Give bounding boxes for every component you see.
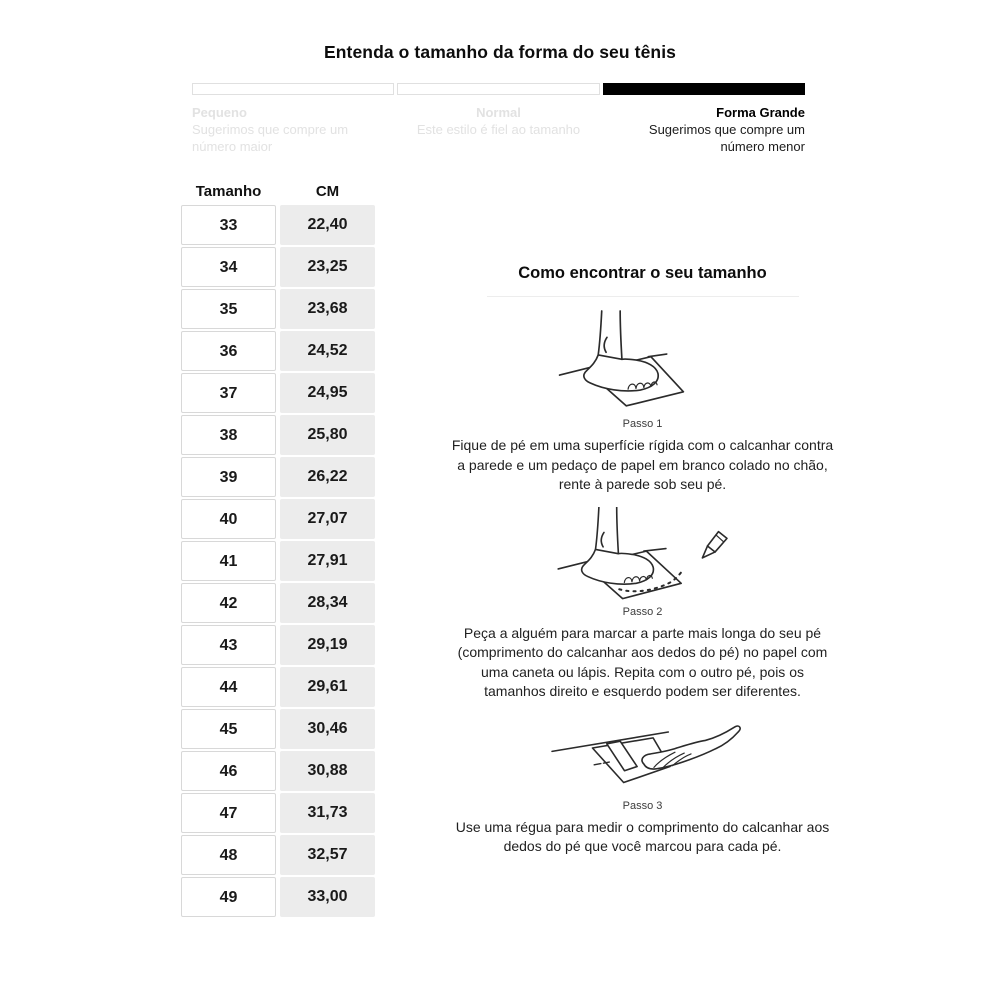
- size-cell: 42: [181, 583, 276, 623]
- table-row: [181, 793, 375, 833]
- step-2-label: Passo 2: [622, 605, 663, 618]
- table-row: [181, 205, 375, 245]
- size-cell: 44: [181, 667, 276, 707]
- cm-cell: 25,80: [280, 415, 375, 455]
- cm-cell: 29,61: [280, 667, 375, 707]
- cm-cell: 32,57: [280, 835, 375, 875]
- size-cell: 34: [181, 247, 276, 287]
- table-row: [181, 667, 375, 707]
- size-cell: 36: [181, 331, 276, 371]
- fit-label-large-description: Sugerimos que compre um número menor: [648, 122, 805, 154]
- size-cell: 37: [181, 373, 276, 413]
- cm-cell: 23,25: [280, 247, 375, 287]
- cm-cell: 22,40: [280, 205, 375, 245]
- size-column-header: Tamanho: [195, 183, 262, 200]
- fit-label-small-description: Sugerimos que compre um número maior: [192, 122, 349, 154]
- step-2-text: Peça a alguém para marcar a parte mais longa do seu pé (comprimento do calcanhar aos dedos do pé) no papel com uma caneta ou lápis. Repita com o outro pé, pois os tamanhos direito e esquerdo podem ser diferentes.: [457, 624, 828, 699]
- size-cell: 35: [181, 289, 276, 329]
- cm-cell: 27,07: [280, 499, 375, 539]
- size-cell: 33: [181, 205, 276, 245]
- cm-cell: 23,68: [280, 289, 375, 329]
- cm-cell: 24,52: [280, 331, 375, 371]
- step-3-label: Passo 3: [622, 799, 663, 812]
- step-1: [450, 309, 835, 495]
- cm-cell: 31,73: [280, 793, 375, 833]
- foot-on-paper-illustration: [542, 309, 744, 414]
- cm-cell: 30,88: [280, 751, 375, 791]
- table-row: [181, 625, 375, 665]
- size-cell: 41: [181, 541, 276, 581]
- cm-cell: 30,46: [280, 709, 375, 749]
- cm-cell: 26,22: [280, 457, 375, 497]
- divider: [487, 296, 799, 297]
- table-row: [181, 247, 375, 287]
- step-3-text: Use uma régua para medir o comprimento do calcanhar aos dedos do pé que você marcou para cada pé.: [455, 818, 830, 854]
- cm-cell: 27,91: [280, 541, 375, 581]
- step-1-label: Passo 1: [622, 418, 663, 430]
- cm-cell: 28,34: [280, 583, 375, 623]
- table-row: [181, 373, 375, 413]
- cm-column-header: CM: [315, 183, 340, 200]
- how-to-find-size-section: [450, 263, 835, 857]
- size-cell: 45: [181, 709, 276, 749]
- step-1-text: Fique de pé em uma superfície rígida com o calcanhar contra a parede e um pedaço de papel em branco colado no chão, rente à parede sob seu pé.: [451, 437, 834, 492]
- fit-label-large-title: Forma Grande: [716, 105, 805, 120]
- size-cell: 39: [181, 457, 276, 497]
- step-3: [450, 716, 835, 857]
- table-row: [181, 583, 375, 623]
- cm-cell: 29,19: [280, 625, 375, 665]
- step-2: [450, 507, 835, 702]
- fit-indicator-bar: [192, 83, 805, 95]
- size-cell: 43: [181, 625, 276, 665]
- guide-title: Como encontrar o seu tamanho: [518, 264, 767, 282]
- table-row: [181, 289, 375, 329]
- table-row: [181, 541, 375, 581]
- foot-marking-pencil-illustration: [541, 507, 745, 602]
- table-row: [181, 835, 375, 875]
- fit-label-small: [192, 104, 394, 155]
- size-cell: 49: [181, 877, 276, 917]
- table-row: [181, 457, 375, 497]
- fit-segment-small: [192, 83, 394, 95]
- fit-indicator-labels: [192, 104, 805, 155]
- size-table-header: [181, 183, 375, 200]
- table-row: [181, 877, 375, 917]
- fit-segment-large: [603, 83, 805, 95]
- fit-label-normal-title: Normal: [476, 105, 521, 120]
- size-cell: 40: [181, 499, 276, 539]
- size-cell: 47: [181, 793, 276, 833]
- fit-label-large: [603, 104, 805, 155]
- size-cell: 38: [181, 415, 276, 455]
- cm-cell: 24,95: [280, 373, 375, 413]
- table-row: [181, 415, 375, 455]
- fit-label-normal-description: Este estilo é fiel ao tamanho: [416, 122, 581, 137]
- size-cell: 48: [181, 835, 276, 875]
- page-title: Entenda o tamanho da forma do seu tênis: [323, 42, 676, 62]
- fit-label-small-title: Pequeno: [192, 105, 247, 120]
- fit-segment-normal: [397, 83, 599, 95]
- fit-label-normal: [397, 104, 599, 155]
- table-row: [181, 499, 375, 539]
- fit-indicator: [192, 83, 805, 155]
- table-row: [181, 331, 375, 371]
- cm-cell: 33,00: [280, 877, 375, 917]
- size-table-body: [181, 205, 375, 917]
- table-row: [181, 751, 375, 791]
- size-table: [181, 183, 375, 919]
- size-cell: 46: [181, 751, 276, 791]
- table-row: [181, 709, 375, 749]
- hand-ruler-measuring-illustration: [541, 716, 745, 796]
